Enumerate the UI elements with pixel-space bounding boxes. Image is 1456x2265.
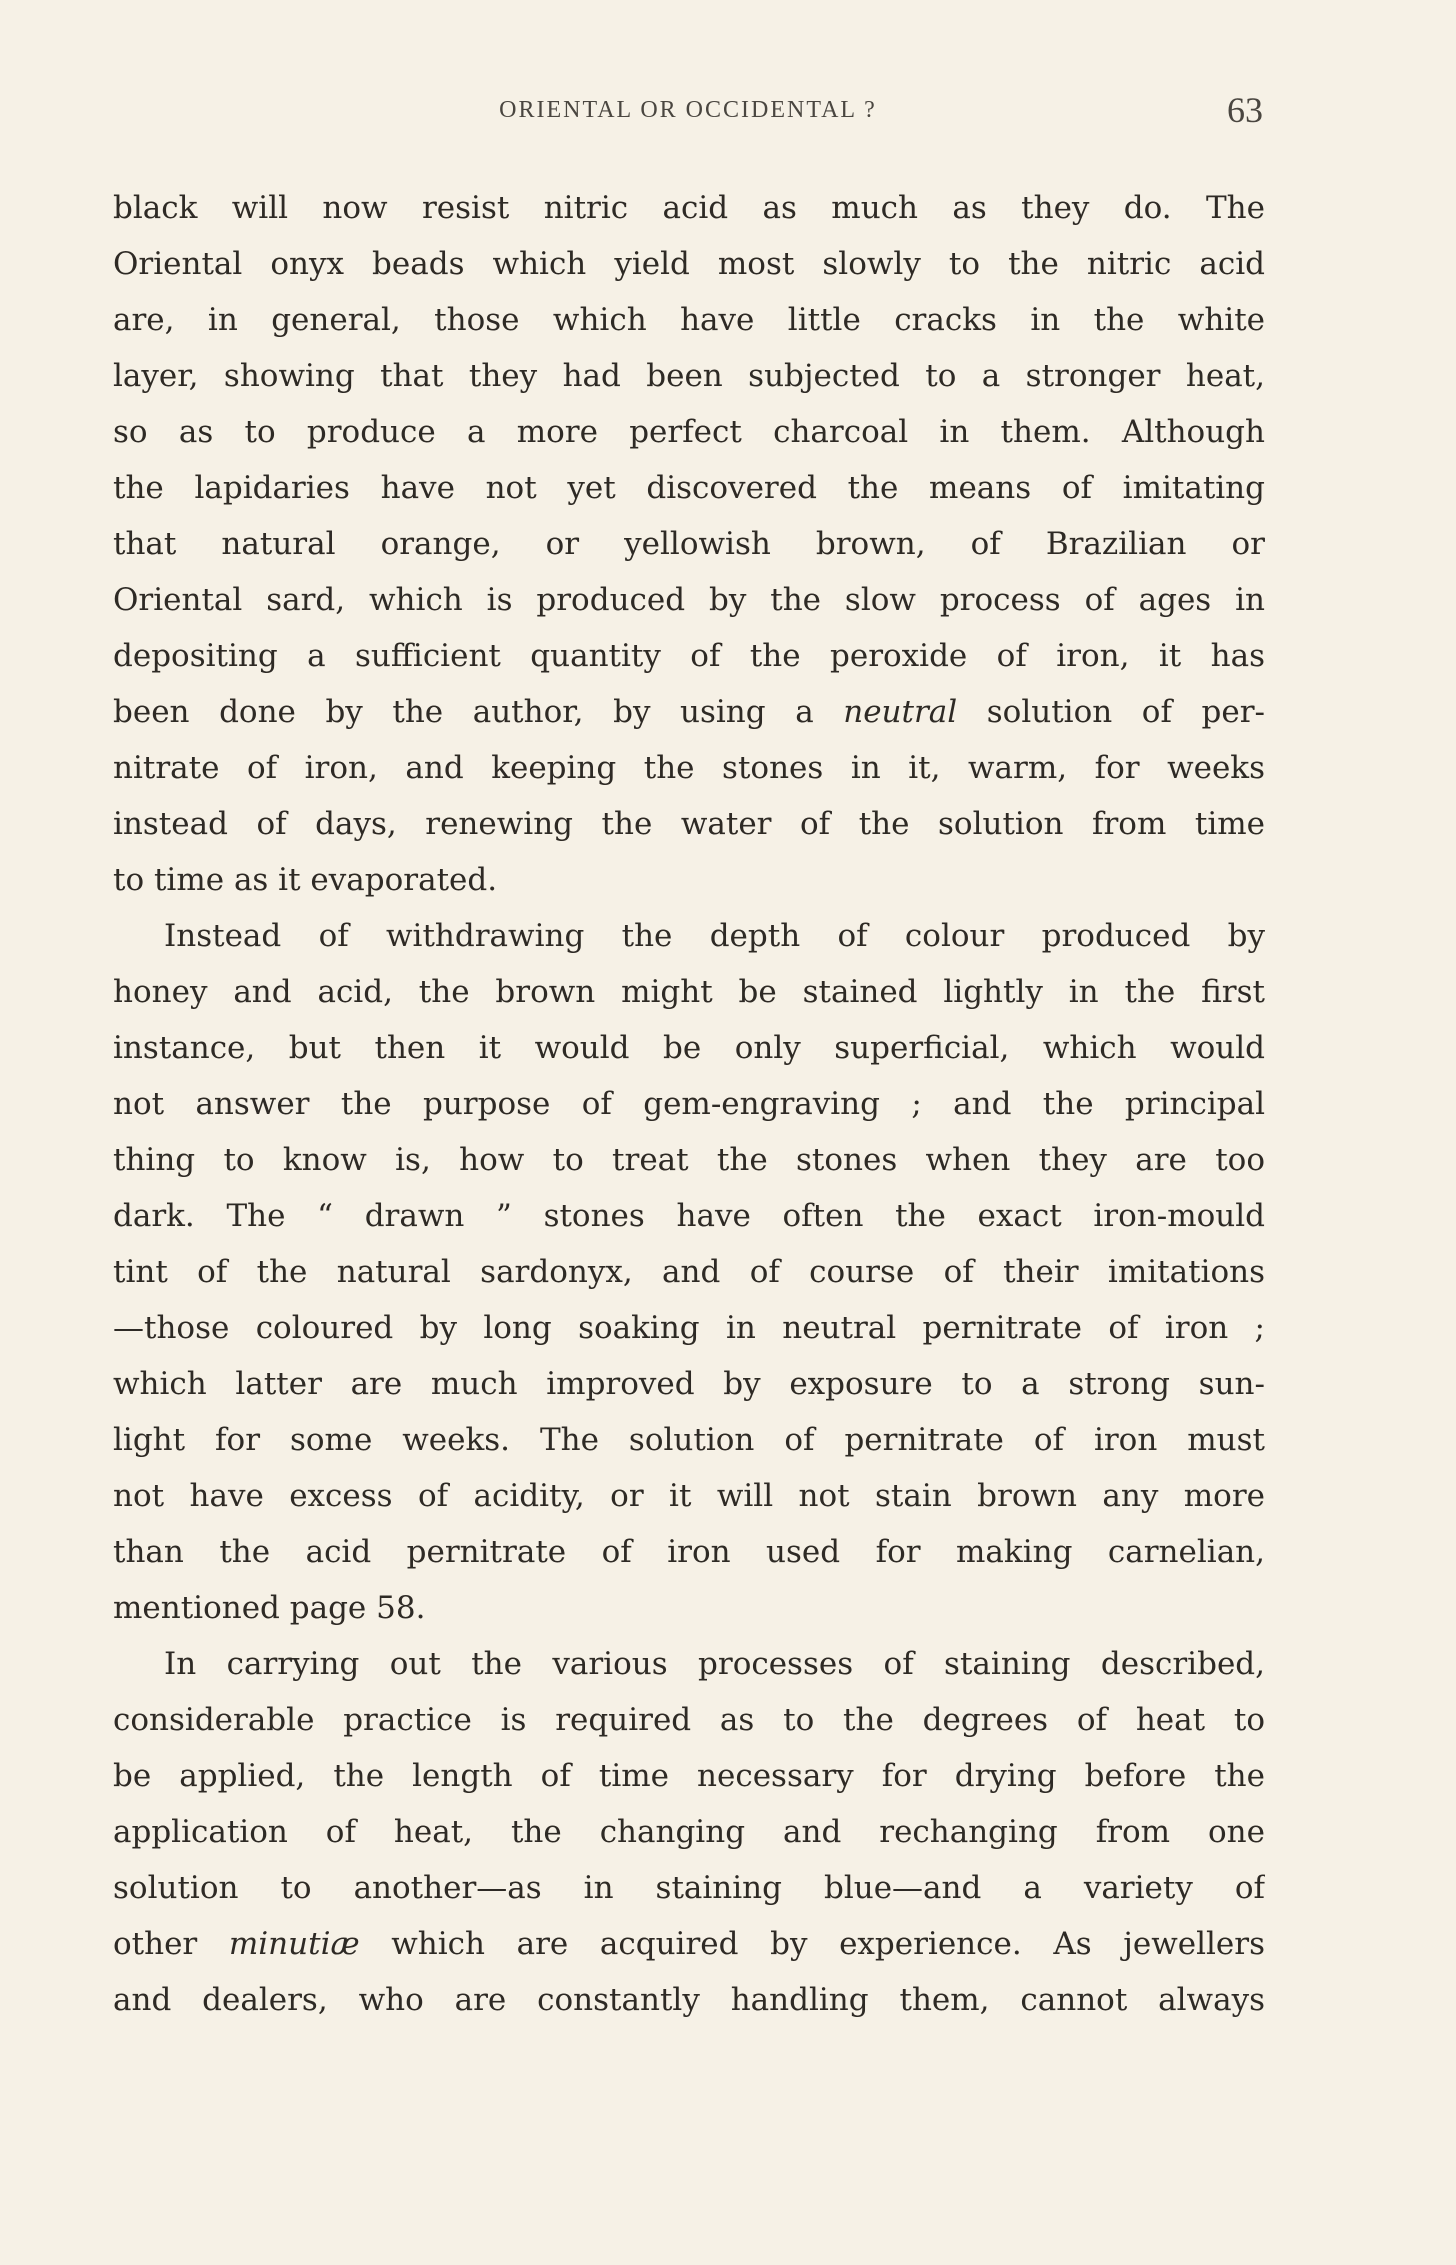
- text-segment: been done by the author, by using a: [113, 694, 844, 730]
- running-head: [113, 90, 1263, 130]
- running-title: ORIENTAL OR OCCIDENTAL ?: [499, 97, 877, 123]
- paragraph-2: [113, 908, 1265, 1636]
- page-number: 63: [1227, 90, 1263, 130]
- text-line: than the acid pernitrate of iron used for making carnelian,: [113, 1534, 1265, 1570]
- text-line: dark. The “ drawn ” stones have often the exact iron-mould: [113, 1198, 1265, 1234]
- text-line: the lapidaries have not yet discovered the means of imitating: [113, 470, 1265, 506]
- italic-word: minutiæ: [228, 1926, 360, 1962]
- text-line: to time as it evaporated.: [113, 862, 498, 898]
- text-line: application of heat, the changing and rechanging from one: [113, 1814, 1265, 1850]
- text-line: honey and acid, the brown might be stained lightly in the first: [113, 974, 1265, 1010]
- text-line: are, in general, those which have little cracks in the white: [113, 302, 1265, 338]
- text-line: considerable practice is required as to the degrees of heat to: [113, 1702, 1265, 1738]
- text-line: In carrying out the various processes of staining described,: [164, 1646, 1265, 1682]
- body-text: [113, 180, 1265, 2028]
- text-line: instance, but then it would be only superficial, which would: [113, 1030, 1265, 1066]
- text-line: Instead of withdrawing the depth of colour produced by: [164, 918, 1265, 954]
- text-line: be applied, the length of time necessary for drying before the: [113, 1758, 1265, 1794]
- text-line: mentioned page 58.: [113, 1590, 426, 1626]
- text-line-with-italic: [113, 684, 1265, 740]
- text-line: light for some weeks. The solution of pernitrate of iron must: [113, 1422, 1265, 1458]
- text-line: tint of the natural sardonyx, and of course of their imitations: [113, 1254, 1265, 1290]
- text-line: and dealers, who are constantly handling them, cannot always: [113, 1982, 1265, 2018]
- italic-word: neutral: [843, 694, 958, 730]
- text-line: Oriental onyx beads which yield most slowly to the nitric acid: [113, 246, 1265, 282]
- text-line: that natural orange, or yellowish brown, of Brazilian or: [113, 526, 1265, 562]
- text-segment: which are acquired by experience. As jewellers: [359, 1926, 1265, 1962]
- text-line: which latter are much improved by exposure to a strong sun-: [113, 1366, 1265, 1402]
- text-line: so as to produce a more perfect charcoal in them. Although: [113, 414, 1265, 450]
- text-segment: solution of per-: [957, 694, 1265, 730]
- text-line: nitrate of iron, and keeping the stones in it, warm, for weeks: [113, 750, 1265, 786]
- text-line: instead of days, renewing the water of the solution from time: [113, 806, 1265, 842]
- text-line: not answer the purpose of gem-engraving ; and the principal: [113, 1086, 1265, 1122]
- text-line: black will now resist nitric acid as much as they do. The: [113, 190, 1265, 226]
- text-line: Oriental sard, which is produced by the slow process of ages in: [113, 582, 1265, 618]
- text-line: depositing a sufficient quantity of the peroxide of iron, it has: [113, 638, 1265, 674]
- paragraph-3: [113, 1636, 1265, 2028]
- text-line: not have excess of acidity, or it will not stain brown any more: [113, 1478, 1265, 1514]
- text-line: —those coloured by long soaking in neutral pernitrate of iron ;: [113, 1310, 1265, 1346]
- text-segment: other: [113, 1926, 229, 1962]
- text-line: solution to another—as in staining blue—and a variety of: [113, 1870, 1265, 1906]
- paragraph-1: [113, 180, 1265, 908]
- text-line: thing to know is, how to treat the stones when they are too: [113, 1142, 1265, 1178]
- text-line: layer, showing that they had been subjected to a stronger heat,: [113, 358, 1265, 394]
- text-line-with-italic: [113, 1916, 1265, 1972]
